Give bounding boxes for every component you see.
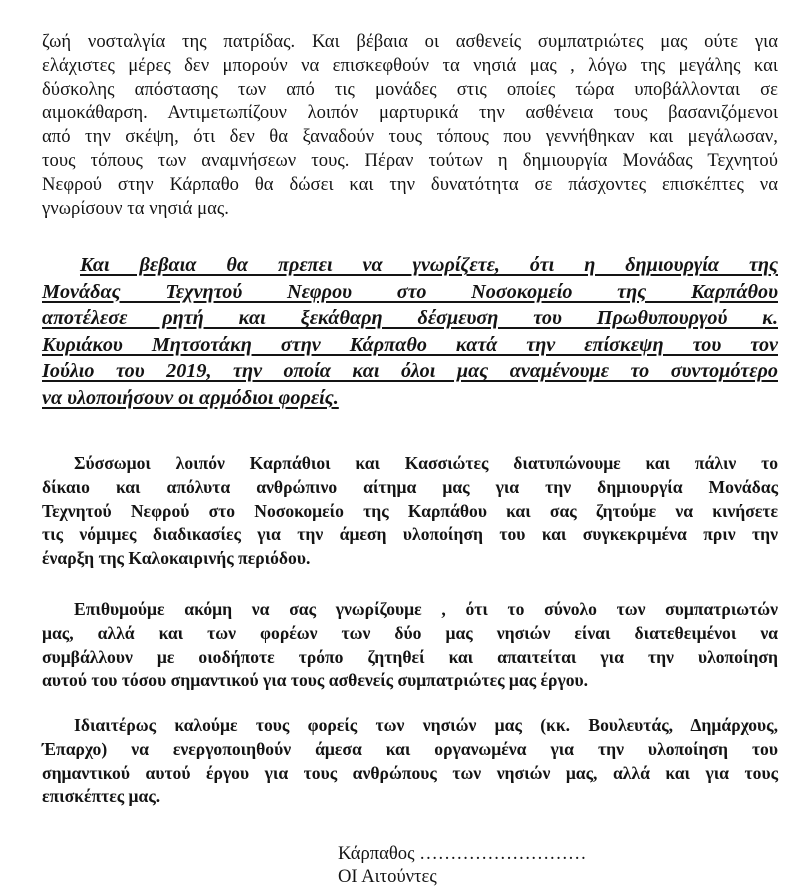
text-line: επισκέπτες μας. [42,786,161,807]
text-line: Νεφρού στην Κάρπαθο θα δώσει και την δυνατότητα σε πάσχοντες επισκέπτες να [42,173,778,195]
text-line: μας, αλλά και των φορέων των δύο μας νησιών είναι διατεθειμένοι να [42,622,778,643]
paragraph-request [42,452,778,571]
text-line: από την σκέψη, ότι δεν θα ξαναδούν τους τόπους που γεννήθηκαν και μεγάλωσαν, [42,126,778,148]
text-line: γνωρίσουν τα νησιά μας. [42,197,230,219]
text-line: να υλοποιήσουν οι αρμόδιοι φορείς. [42,386,339,409]
text-line: συμβάλλουν με οιοδήποτε τρόπο ζητηθεί και απαιτείται για την υλοποίηση [42,646,778,667]
text-line: αυτού του τόσου σημαντικού για τους ασθενείς συμπατριώτες μας έργου. [42,670,589,691]
text-line: αιμοκάθαρση. Αντιμετωπίζουν λοιπόν μαρτυρικά την ασθένεια τους βασανιζόμενοι [42,102,778,124]
text-line: έναρξη της Καλοκαιρινής περιόδου. [42,548,311,569]
paragraph-nostalgia [42,30,778,220]
signature-place-date: Κάρπαθος ……………………… [338,843,587,864]
text-line: Έπαρχο) να ενεργοποιηθούν άμεσα και οργανωμένα για την υλοποίηση του [42,738,778,759]
text-line: τις νόμιμες διαδικασίες για την άμεση υλοποίηση του και συγκεκριμένα πριν την [42,524,778,545]
text-line: ελάχιστες μέρες δεν μπορούν να επισκεφθούν τα νησιά μας , λόγω της μεγάλης και [42,54,778,76]
text-line: δύσκολης απόστασης των από τις μονάδες στις οποίες τώρα υποβάλλονται σε [42,78,778,100]
paragraph-pm-commitment [42,252,778,412]
text-line: Επιθυμούμε ακόμη να σας γνωρίζουμε , ότι το σύνολο των συμπατριωτών [74,599,778,619]
paragraph-support [42,598,778,693]
text-line: Και βεβαια θα πρεπει να γνωρίζετε, ότι η δημιουργία της [80,254,778,276]
signature-signatories: ΟΙ Αιτούντες [338,866,437,887]
text-line: Ιούλιο του 2019, την οποία και όλοι μας αναμένουμε το συντομότερο [42,360,778,383]
text-line: Σύσσωμοι λοιπόν Καρπάθιοι και Κασσιώτες διατυπώνουμε και πάλιν το [74,453,778,473]
text-line: σημαντικού αυτού έργου για τους ανθρώπους των νησιών μας, αλλά και για τους [42,762,778,783]
text-line: ζωή νοσταλγία της πατρίδας. Και βέβαια οι ασθενείς συμπατριώτες μας ούτε για [42,31,778,52]
text-line: αποτέλεσε ρητή και ξεκάθαρη δέσμευση του Πρωθυπουργού κ. [42,307,778,330]
paragraph-call-to-officials [42,714,778,809]
text-line: Κυριάκου Μητσοτάκη στην Κάρπαθο κατά την επίσκεψη του τον [42,333,778,356]
text-line: τους τόπους των αναμνήσεων τους. Πέραν τούτων η δημιουργία Μονάδας Τεχνητού [42,149,778,171]
text-line: δίκαιο και απόλυτα ανθρώπινο αίτημα μας για την δημιουργία Μονάδας [42,476,778,497]
text-line: Ιδιαιτέρως καλούμε τους φορείς των νησιών μας (κκ. Βουλευτάς, Δημάρχους, [74,715,778,735]
text-line: Τεχνητού Νεφρού στο Νοσοκομείο της Καρπάθου και σας ζητούμε να κινήσετε [42,500,778,521]
text-line: Μονάδας Τεχνητού Νεφρου στο Νοσοκομείο της Καρπάθου [42,280,778,303]
